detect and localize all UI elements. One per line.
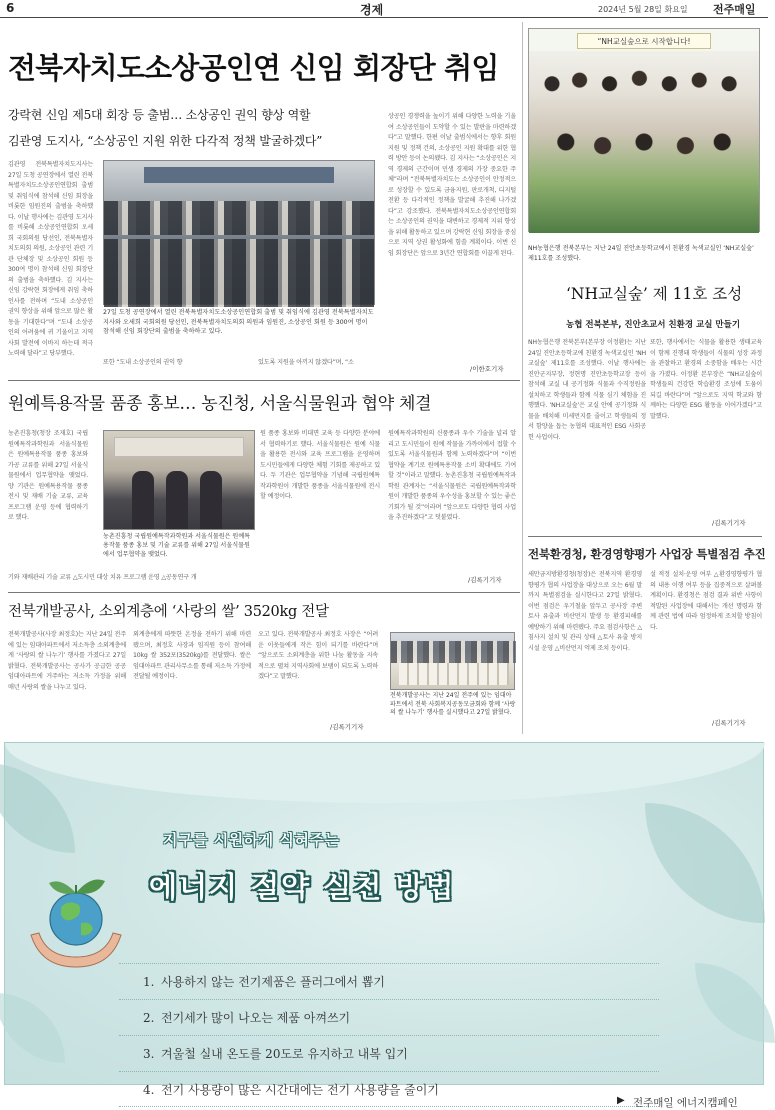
article2-photo <box>103 430 255 530</box>
article3-column-1: 전북개발공사(사장 최정호)는 지난 24일 전주에 있는 임대아파트에서 저소득층 소외계층에게 ‘사랑의 쌀 나누기’ 행사를 가졌다고 27일 밝혔다. 전북개발공사는 공사가 공급한 공공임대아파트에 거주하는 저소득 가정을 위해 매년 사랑의 쌀을 나누고 있다. <box>8 631 126 691</box>
ad-tip-number: 2. <box>143 1011 155 1025</box>
article3-photo-caption: 전북개발공사는 지난 24일 전주에 있는 임대아파트에서 전북 사회복지공동모금회와 함께 ‘사랑의 쌀 나누기’ 행사를 실시했다고 27일 밝혔다. <box>390 692 516 717</box>
ad-tips-list <box>119 963 659 1107</box>
article1-column-1: 김관영 전북특별자치도지사는 27일 도청 공연장에서 열린 전북특별자치도소상공인연합회 출범 및 취임식에 참석해 신임 회장을 비롯한 임원진의 출범을 축하했다. 이날 행사에는 김관영 도지사를 비롯해 소상공인연합회 오세희 국회의원 당선인, 전북특별자치도의회 의원, 소상공인 관련 기관 단체장 및 소상공인 회원 등 300여 명이 참석해 신임 회장단의 출범을 축하했다. 김 지사는 신임 강락현 회장에게 취임 축하인사를 전하며 “도내 소상공인 권익 향상을 위해 앞으로 많은 활동을 기대한다”며 “도내 소상공인의 어려움에 귀 기울이고 지역사회 발전에 이바지 하는데 적극 노력해 달라”고 당부했다. <box>8 161 93 357</box>
article2-photo-caption: 농촌진흥청 국립원예특작과학원과 서울식물원은 원예특용작물 품종 홍보 및 기술 교류를 위해 27일 서울식물원에서 업무협약을 맺었다. <box>103 533 251 559</box>
photo-rice-bags-shape <box>399 663 509 685</box>
ad-tip-text: 사용하지 않는 전기제품은 플러그에서 뽑기 <box>161 975 385 989</box>
leaf-decoration <box>645 803 765 923</box>
issue-date: 2024년 5월 28일 화요일 <box>598 5 688 14</box>
article3-column-2: 외계층에게 따뜻한 온정을 전하기 위해 마련됐으며, 최정호 사장과 임직원 등이 참여해 10kg 쌀 352포(3520kg)를 전달했다. 쌀은 임대아파트 관리사무소를 통해 저소득 가정에 전달될 예정이다. <box>133 631 251 680</box>
article3-headline[interactable]: 전북개발공사, 소외계층에 ‘사랑의 쌀’ 3520kg 전달 <box>8 604 329 620</box>
article2-byline: /김록기기자 <box>468 576 502 584</box>
article2-column-3: 원 품종 홍보와 비대면 교육 등 다양한 분야에서 협력하기로 했다. 서울식물원은 원예 식물을 활용한 전시와 교육 프로그램을 운영하며 도시민들에게 다양한 체험 기회를 제공하고 있다. 두 기관은 업무협약을 기념해 국립원예특작과학원이 개발한 품종을 서울식물원에 전시할 예정이다. <box>260 430 380 500</box>
article3-byline: /김록기기자 <box>330 723 364 731</box>
photo-person-shape <box>200 471 222 529</box>
column-divider <box>522 22 523 734</box>
ad-title-2: 에너지 절약 실천 방법 <box>149 870 456 904</box>
ad-tip-text: 전기세가 많이 나오는 제품 아껴쓰기 <box>161 1011 351 1025</box>
ad-tip-item <box>119 1035 659 1071</box>
article1-photo <box>103 160 375 305</box>
ad-title-1: 지구를 시원하게 식혀주는 <box>163 831 340 849</box>
play-arrow-icon: ▶ <box>617 1095 625 1106</box>
right2-column-2: 설 적정 설치·운영 여부 △환경영향평가 협의 내용 이행 여부 등을 집중적으로 살펴볼 계획이다. 환경청은 점검 결과 위반 사항이 적발된 사업장에 대해서는 개선 명령과 함께 관련 법에 따라 엄정하게 조치할 방침이다. <box>650 571 762 631</box>
article1-subheading-2: 김관영 도지사, “소상공인 지원 위한 다각적 정책 발굴하겠다” <box>8 134 323 148</box>
photo-person-shape <box>166 471 188 529</box>
paper-name: 전주매일 <box>713 3 756 16</box>
ad-tip-text: 전기 사용량이 많은 시간대에는 전기 사용량을 줄이기 <box>161 1083 439 1097</box>
ad-footer-label: 전주매일 에너지캠페인 <box>633 1097 738 1109</box>
photo-crowd-shape <box>529 51 759 233</box>
right1-photo-caption: NH농협은행 전북본부는 지난 24일 진안초등학교에서 친환경 녹색교실인 ‘NH교실숲’ 제11호를 조성했다. <box>528 245 754 262</box>
right1-column-1: NH농협은행 전북본부(본부장 이정환)는 지난 24일 진안초등학교에 친환경 녹색교실인 ‘NH교실숲’ 제11호를 조성했다. 이날 행사에는 진안군지부장, 정현명 진안초등학교장 등이 참석해 교실 내 공기정화 식물과 수직정원을 설치하고 학생들과 함께 식물 심기 체험을 진행했다. ‘NH교실숲’은 교실 안에 공기정화 식물을 배치해 미세먼지를 줄이고 학생들의 정서 함양을 돕는 농협의 대표적인 ESG 사회공헌 사업이다. <box>528 339 646 441</box>
article1-column-3-text: 있도록 지원을 아끼지 않겠다”며, “소 <box>258 359 354 366</box>
right1-headline[interactable]: ‘NH교실숲’ 제 11호 조성 <box>566 285 743 303</box>
divider <box>8 380 520 381</box>
earth-hands-icon <box>21 863 131 973</box>
page-header <box>0 0 768 18</box>
photo-banner: “NH교실숲으로 시작합니다! <box>577 33 711 49</box>
photo-audience-row <box>104 239 374 273</box>
photo-audience-row <box>104 273 374 307</box>
right1-photo <box>528 28 760 232</box>
ad-arc-shape <box>5 743 765 803</box>
article1-photo-caption: 27일 도청 공연장에서 열린 전북특별자치도소상공인연합회 출범 및 취임식에 김관영 전북특별자치도지사와 오세희 국회의원 당선인, 전북특별자치도의회 의원과 임원진, 소상공인 회원 등 300여 명이 참석해 신임 회장단의 출범을 축하하고 있다. <box>103 309 374 335</box>
divider <box>8 592 520 593</box>
article1-headline[interactable]: 전북자치도소상공인연 신임 회장단 취임 <box>8 51 499 85</box>
article1-subheading-1: 강락현 신임 제5대 회장 등 출범… 소상공인 권익 향상 역할 <box>8 108 311 122</box>
leaf-decoration <box>0 763 75 853</box>
ad-tip-item <box>119 963 659 999</box>
ad-tip-number: 3. <box>143 1047 155 1061</box>
article1-byline: /이한호기자 <box>470 365 504 373</box>
leaf-decoration <box>0 993 65 1063</box>
article2-bottom-line: 기와 재배관리 기술 교류 △도시민 대상 치유 프로그램 운영 △공동연구 개 <box>8 574 197 581</box>
photo-audience-row <box>104 201 374 235</box>
ad-tip-text: 겨울철 실내 온도를 20도로 유지하고 내복 입기 <box>161 1047 408 1061</box>
right2-headline[interactable]: 전북환경청, 환경영향평가 사업장 특별점검 추진 <box>528 547 766 561</box>
right1-column-2: 또한, 행사에서는 식물을 활용한 생태교육이 함께 진행돼 학생들이 식물의 성장 과정을 관찰하고 환경의 소중함을 배우는 시간을 가졌다. 이정환 본부장은 “NH교실숲이 학생들의 건강한 학습환경 조성에 도움이 되길 바란다”며 “앞으로도 지역 학교와 함께하는 다양한 ESG 활동을 이어가겠다”고 말했다. <box>650 339 762 420</box>
article2-column-1: 농촌진흥청(청장 조재호) 국립원예특작과학원과 서울식물원은 원예특용작물 품종 홍보와 가공 교류를 위해 27일 서울식물원에서 업무협약을 맺었다. 양 기관은 원예특용작물 품종 전시 및 재배 기술 교류, 교육 프로그램 운영 등에 협력하기로 했다. <box>8 430 88 521</box>
ad-tip-item <box>119 999 659 1035</box>
energy-campaign-ad[interactable] <box>4 742 764 1109</box>
ad-tip-number: 1. <box>143 975 155 989</box>
article1-column-2-text: 또한 “도내 소상공인의 권익 향 <box>103 359 183 366</box>
leaf-decoration <box>695 963 775 1043</box>
photo-banner-shape <box>114 437 244 457</box>
article3-photo <box>390 632 515 690</box>
photo-banner-shape <box>144 167 334 183</box>
ad-tip-item <box>119 1071 659 1107</box>
photo-person-shape <box>132 471 154 529</box>
article1-column-4: 상공인 경쟁력을 높이기 위해 다양한 노력을 기울여 소상공인들이 도약할 수 있는 발판을 마련하겠다”고 말했다. 한편 이날 출범식에서는 향후 회원 지원 및 정책 건의, 소상공인 지원 확대를 위한 협력 방안 등이 논의됐다. 김 지사는 “소상공인은 지역 경제의 근간이며 민생 경제의 가장 중요한 주체”라며 “전북특별자치도는 소상공인이 안정적으로 성장할 수 있도록 금융지원, 판로개척, 디지털 전환 등 다각적인 정책을 발굴해 추진해 나가겠다”고 강조했다. 전북특별자치도소상공인연합회는 소상공인의 권익을 대변하고 경제적 지위 향상을 위해 활동하고 있으며 강락현 신임 회장을 중심으로 지역 상권 활성화에 힘쓸 계획이다. 이번 신임 회장단은 앞으로 3년간 연합회를 이끌게 된다. <box>388 113 516 257</box>
article3-column-3: 오고 있다. 전북개발공사 최정호 사장은 “어려운 이웃들에게 작은 힘이 되기를 바란다”며 “앞으로도 소외계층을 위한 나눔 활동을 지속적으로 펼쳐 지역사회에 보탬이 되도록 노력하겠다”고 말했다. <box>258 631 378 680</box>
article2-headline[interactable]: 원예특용작물 품종 홍보… 농진청, 서울식물원과 협약 체결 <box>8 394 432 414</box>
photo-people-shape <box>391 641 516 663</box>
page-number: 6 <box>6 1 15 15</box>
article2-column-4: 원예특작과학원의 신품종과 우수 기술을 널리 알리고 도시민들이 원예 작물을 가까이에서 접할 수 있도록 서울식물원과 함께 노력하겠다”며 “이번 협약을 계기로 원예특용작물 소비 확대에도 기여할 것”이라고 말했다. 농촌진흥청 국립원예특작과학원 관계자는 “서울식물원은 국립원예특작과학원이 개발한 품종의 우수성을 홍보할 수 있는 좋은 기회가 될 것”이라며 “앞으로도 다양한 협력 사업을 추진하겠다”고 덧붙였다. <box>388 430 516 521</box>
section-title: 경제 <box>360 3 384 17</box>
right2-column-1: 새만금지방환경청(청장)은 전북지역 환경영향평가 협의 사업장을 대상으로 오는 6월 말까지 특별점검을 실시한다고 27일 밝혔다. 이번 점검은 우기철을 앞두고 공사장 주변 토사 유출과 비산먼지 발생 등 환경피해를 예방하기 위해 마련됐다. 주요 점검사항은 △침사지 설치 및 관리 상태 △토사 유출 방지시설 운영 △비산먼지 억제 조치 등이다. <box>528 571 642 652</box>
ad-tip-number: 4. <box>143 1083 155 1097</box>
right1-subheading: 농협 전북본부, 진안초교서 친환경 교실 만들기 <box>566 320 741 330</box>
divider <box>528 536 762 537</box>
right1-byline: /김록기기자 <box>712 519 746 527</box>
right2-byline: /김록기기자 <box>712 719 746 727</box>
